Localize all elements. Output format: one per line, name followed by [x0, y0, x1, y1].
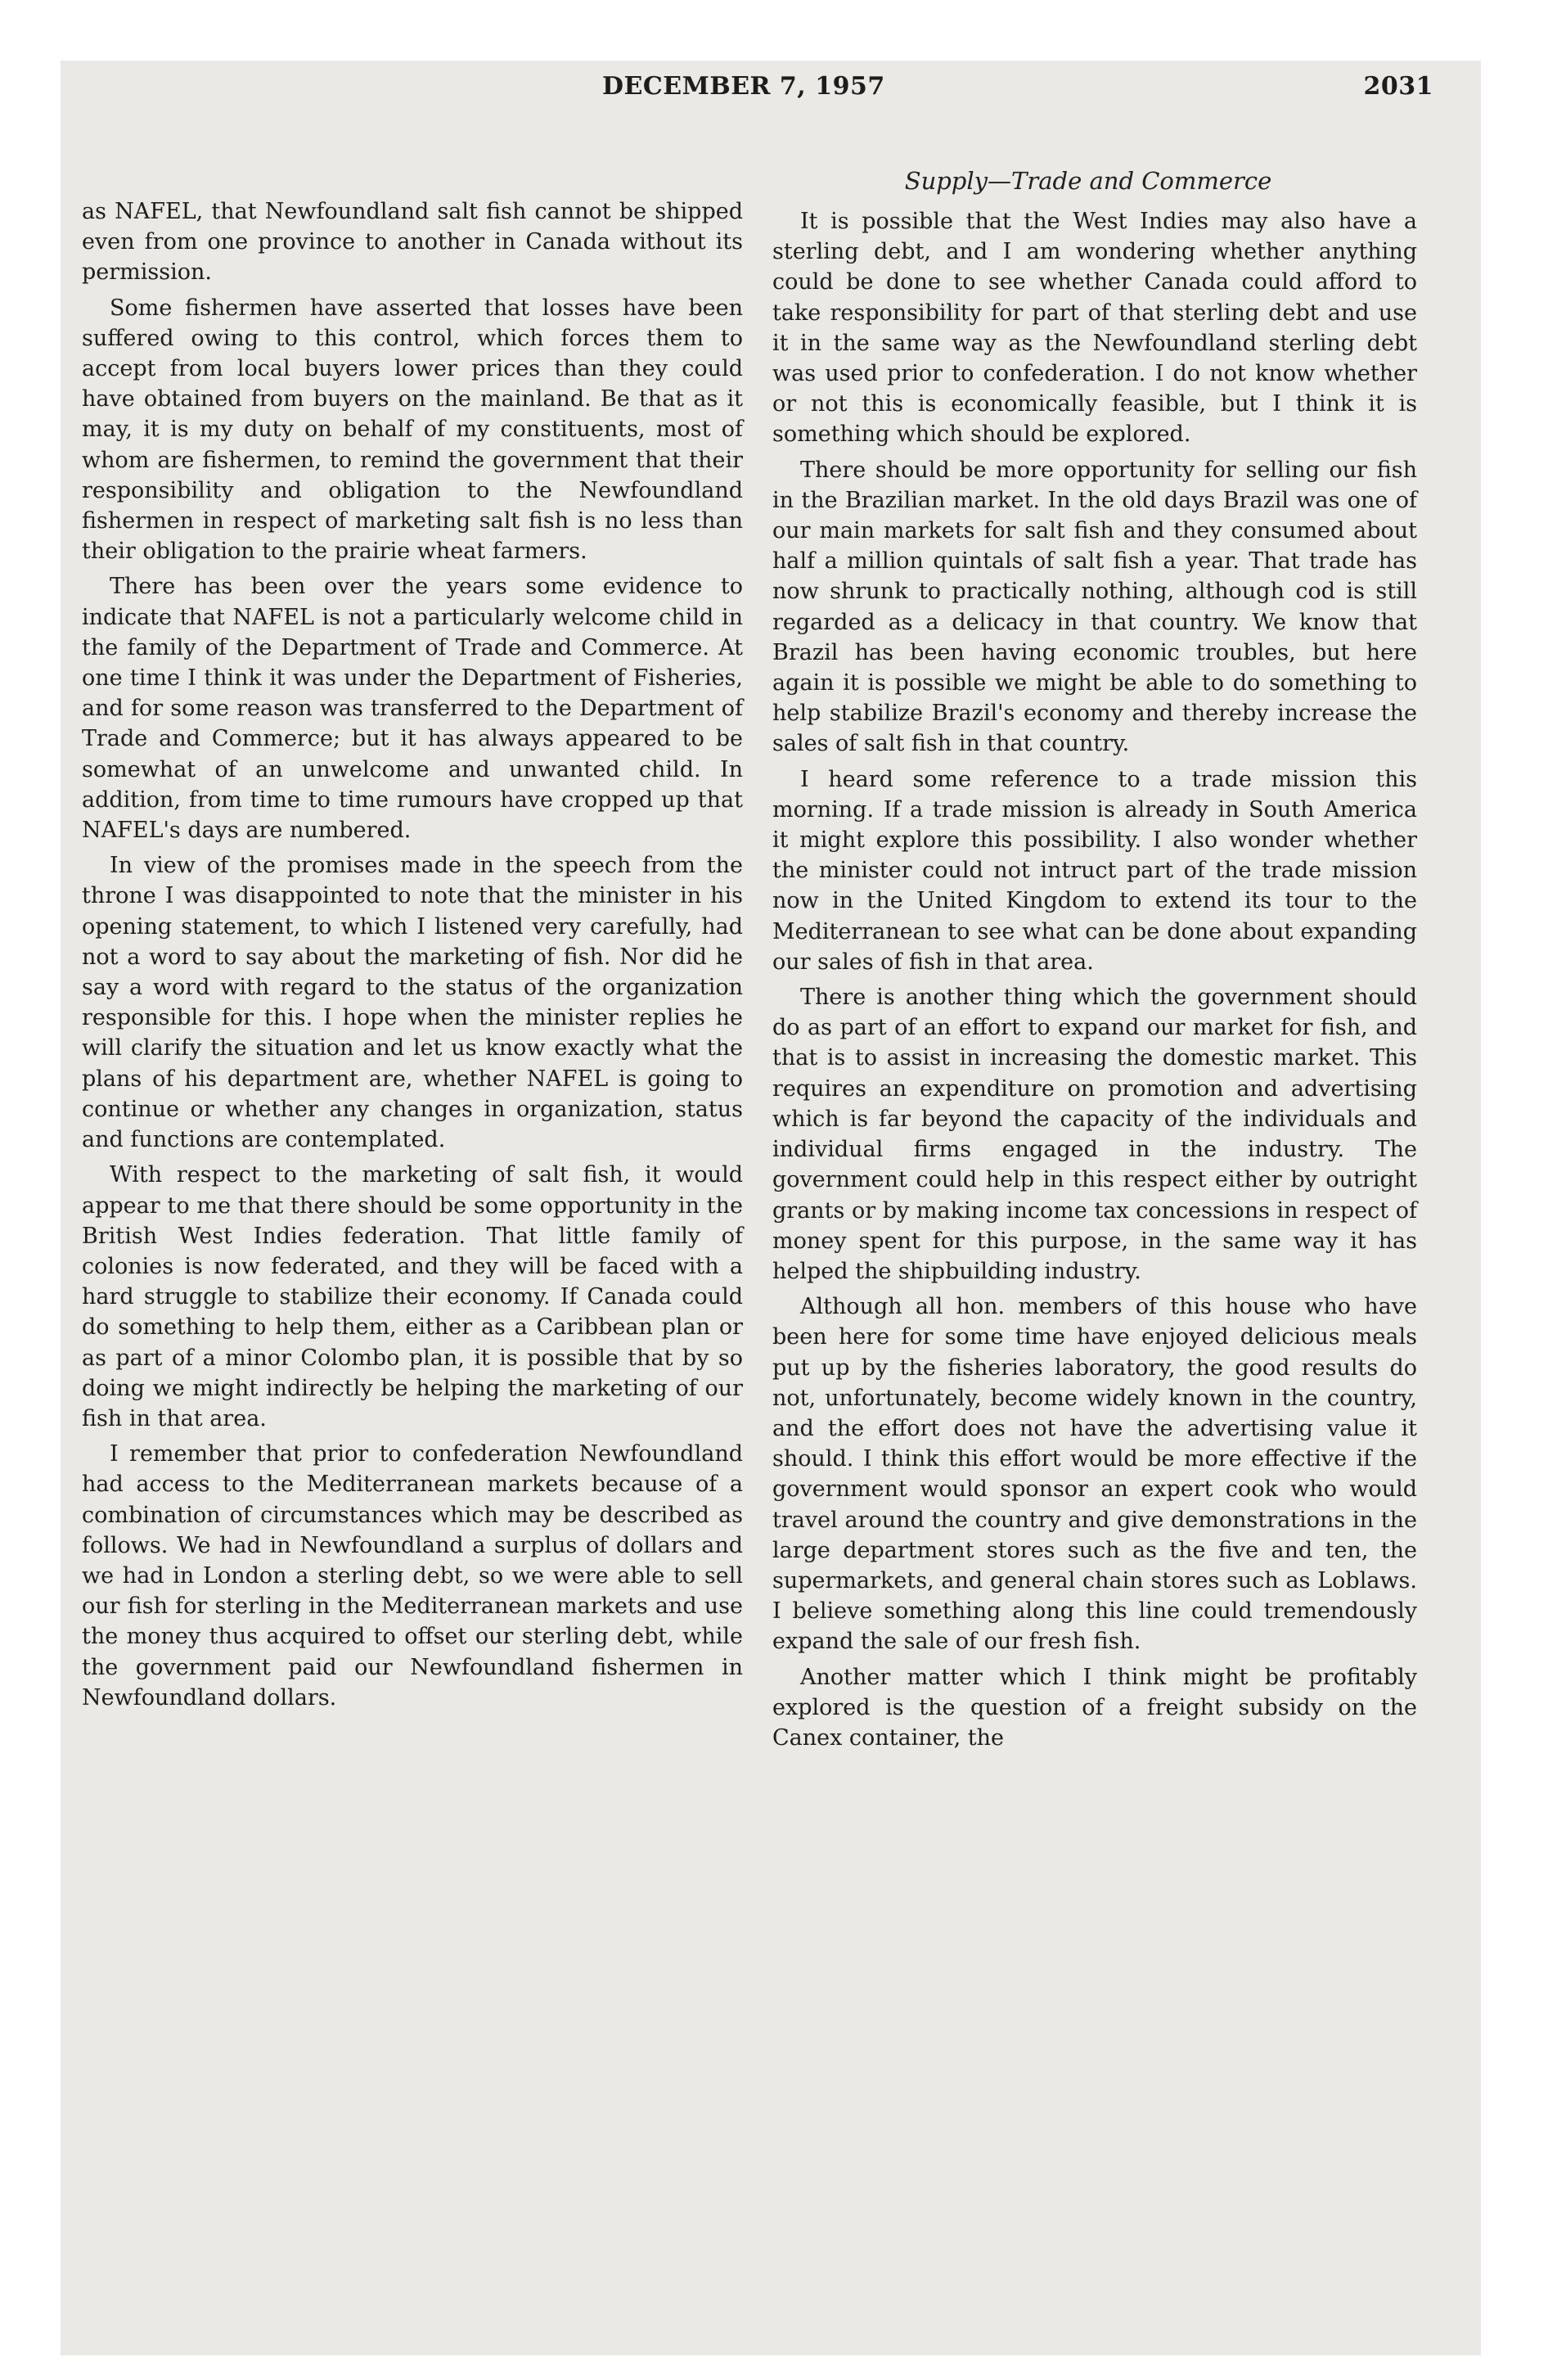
header-date: DECEMBER 7, 1957: [602, 72, 885, 101]
paragraph: There should be more opportunity for selling our fish in the Brazilian market. In the old days Brazil was one of our main markets for salt fish and they consumed about half a million quintals of salt fish a year. That trade has now shrunk to practically nothing, although cod is still regarded as a delicacy in that country. We know that Brazil has been having economic troubles, but here again it is possible we might be able to do something to help stabilize Brazil's economy and thereby increase the sales of salt fish in that country.: [772, 457, 1417, 757]
paragraph: In view of the promises made in the speech from the throne I was disappointed to note that the minister in his opening statement, to which I listened very carefully, had not a word to say about the marketing of fish. Nor did he say a word with regard to the status of the organization responsible for this. I hope when the minister replies he will clarify the situation and let us know exactly what the plans of his department are, whether NAFEL is going to continue or whether any changes in organization, status and functions are contemplated.: [82, 853, 743, 1153]
paragraph: Some fishermen have asserted that losses have been suffered owing to this control, which forces them to accept from local buyers lower prices than they could have obtained from buyers on the mainland. Be that as it may, it is my duty on behalf of my constituents, most of whom are fishermen, to remind the government that their responsibility and obligation to the Newfoundland fishermen in respect of marketing salt fish is no less than their obligation to the prairie wheat farmers.: [82, 295, 743, 565]
page-header: [602, 72, 1433, 101]
paragraph: I remember that prior to confederation Newfoundland had access to the Mediterranean markets because of a combination of circumstances which may be described as follows. We had in Newfoundland a surplus of dollars and we had in London a sterling debt, so we were able to sell our fish for sterling in the Mediterranean markets and use the money thus acquired to offset our sterling debt, while the government paid our Newfoundland fishermen in Newfoundland dollars.: [82, 1441, 743, 1711]
paragraph: There has been over the years some evidence to indicate that NAFEL is not a particularly welcome child in the family of the Department of Trade and Commerce. At one time I think it was under the Department of Fisheries, and for some reason was transferred to the Department of Trade and Commerce; but it has always appeared to be somewhat of an unwelcome and unwanted child. In addition, from time to time rumours have cropped up that NAFEL's days are numbered.: [82, 574, 743, 844]
running-title: Supply—Trade and Commerce: [904, 167, 1272, 195]
page-number: 2031: [1363, 72, 1433, 101]
paragraph: There is another thing which the government should do as part of an effort to expand our market for fish, and that is to assist in increasing the domestic market. This requires an expenditure on promotion and advertising which is far beyond the capacity of the individuals and individual firms engaged in the industry. The government could help in this respect either by outright grants or by making income tax concessions in respect of money spent for this purpose, in the same way it has helped the shipbuilding industry.: [772, 985, 1417, 1284]
paragraph: Although all hon. members of this house who have been here for some time have enjoyed delicious meals put up by the fisheries laboratory, the good results do not, unfortunately, become widely known in the country, and the effort does not have the advertising value it should. I think this effort would be more effective if the government would sponsor an expert cook who would travel around the country and give demonstrations in the large department stores such as the five and ten, the supermarkets, and general chain stores such as Loblaws. I believe something along this line could tremendously expand the sale of our fresh fish.: [772, 1294, 1417, 1655]
paragraph: I heard some reference to a trade mission this morning. If a trade mission is already in South America it might explore this possibility. I also wonder whether the minister could not intruct part of the trade mission now in the United Kingdom to extend its tour to the Mediterranean to see what can be done about expanding our sales of fish in that area.: [772, 766, 1417, 975]
right-column: [772, 206, 1417, 1758]
paragraph: It is possible that the West Indies may also have a sterling debt, and I am wondering whether anything could be done to see whether Canada could afford to take responsibility for part of that sterling debt and use it in the same way as the Newfoundland sterling debt was used prior to confederation. I do not know whether or not this is economically feasible, but I think it is something which should be explored.: [772, 209, 1417, 448]
paragraph: With respect to the marketing of salt fish, it would appear to me that there should be some opportunity in the British West Indies federation. That little family of colonies is now federated, and they will be faced with a hard struggle to stabilize their economy. If Canada could do something to help them, either as a Caribbean plan or as part of a minor Colombo plan, it is possible that by so doing we might indirectly be helping the marketing of our fish in that area.: [82, 1162, 743, 1431]
paragraph: as NAFEL, that Newfoundland salt fish cannot be shipped even from one province to another in Canada without its permission.: [82, 199, 743, 286]
left-column: [82, 196, 743, 1718]
paragraph: Another matter which I think might be profitably explored is the question of a freight subsidy on the Canex container, the: [772, 1664, 1417, 1751]
